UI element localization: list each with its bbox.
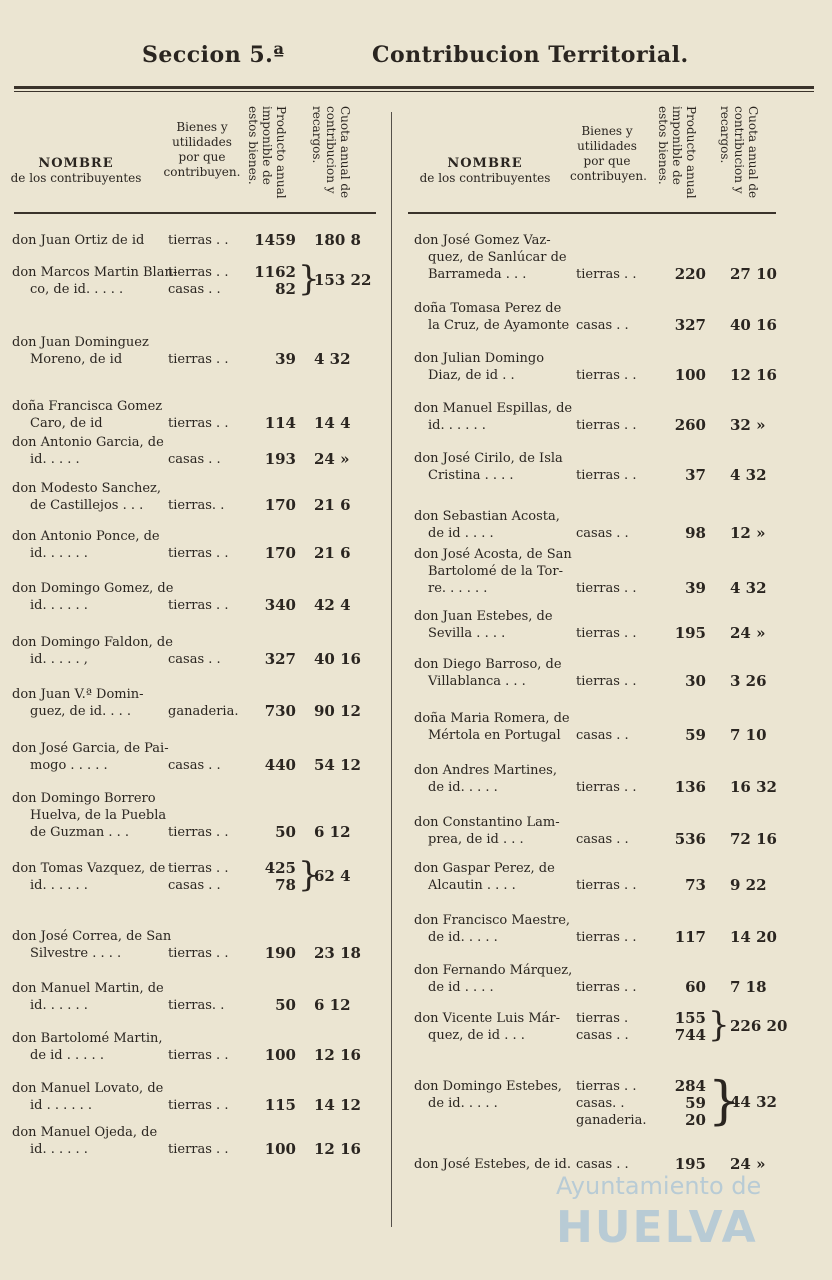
contributor-name: don Marcos Martin Blan- [12,265,178,280]
bienes-value: tierras . . [168,265,229,280]
contributor-name: id. . . . . . [30,998,88,1013]
cuota-value: 21 6 [314,496,351,514]
contributor-name: don José Garcia, de Pai- [12,741,169,756]
cuota-value: 16 32 [730,778,777,796]
cuota-value: 12 16 [314,1046,361,1064]
contributor-name: de id . . . . [428,980,494,995]
cuota-value: 9 22 [730,876,767,894]
bienes-value: tierras . . [576,1079,637,1094]
contributor-name: de id . . . . . [30,1048,104,1063]
cuota-value: 4 32 [730,466,767,484]
contributor-name: don Constantino Lam- [414,815,560,830]
contributor-name: id. . . . . , [30,652,88,667]
producto-value: 1459 [254,231,296,249]
contributor-name: don José Cirilo, de Isla [414,451,563,466]
contributor-name: don Bartolomé Martin, [12,1031,163,1046]
contributor-name: re. . . . . . [428,581,488,596]
bienes-value: casas . . [576,832,629,847]
producto-value: 536 [674,830,706,848]
bienes-value: casas . . [576,1157,629,1172]
contributor-name: la Cruz, de Ayamonte [428,318,570,333]
contributor-name: quez, de Sanlúcar de [428,250,567,265]
left-header-producto: Producto anual imponible de estos bienes. [246,106,288,199]
producto-value: 30 [685,672,706,690]
contributor-name: don Fernando Márquez, [414,963,573,978]
producto-value: 327 [264,650,296,668]
bienes-value: tierras . . [576,368,637,383]
producto-value: 60 [685,978,706,996]
watermark-city: HUELVA [556,1202,758,1253]
cuota-value: 44 32 [730,1093,777,1111]
contributor-name: Caro, de id [30,416,103,431]
contributor-name: Sevilla . . . . [428,626,506,641]
contributor-name: don Juan Ortiz de id [12,233,145,248]
cuota-value: 14 12 [314,1096,361,1114]
bienes-value: tierras . . [576,674,637,689]
contributor-name: de id. . . . . [428,930,498,945]
contributor-name: don Antonio Garcia, de [12,435,164,450]
bienes-value: casas. . [576,1096,625,1111]
bienes-value: tierras . . [168,352,229,367]
contributor-name: Moreno, de id [30,352,123,367]
producto-value: 170 [264,544,296,562]
contributor-name: don Manuel Lovato, de [12,1081,164,1096]
right-header-nombre: NOMBRE de los contribuyentes [419,156,551,185]
contributor-name: don José Acosta, de San [414,547,572,562]
producto-value: 37 [685,466,706,484]
contributor-name: don Domingo Estebes, [414,1079,562,1094]
cuota-value: 42 4 [314,596,351,614]
bienes-value: casas . . [168,282,221,297]
contributor-name: mogo . . . . . [30,758,108,773]
cuota-value: 180 8 [314,231,361,249]
contributor-name: don Manuel Espillas, de [414,401,573,416]
right-header-producto: Producto anual imponible de estos bienes. [656,106,698,199]
bienes-value: casas . . [168,652,221,667]
contributor-name: don Juan Dominguez [12,335,149,350]
producto-value: 190 [264,944,296,962]
producto-value: 59 [685,1094,706,1112]
cuota-value: 32 » [730,416,766,434]
bienes-value: tierras . . [168,416,229,431]
producto-value: 327 [674,316,706,334]
bienes-value: casas . . [168,758,221,773]
cuota-value: 54 12 [314,756,361,774]
contributor-name: don Manuel Martin, de [12,981,164,996]
contributor-name: Alcautin . . . . [428,878,516,893]
contributor-name: doña Francisca Gomez [12,399,163,414]
producto-value: 744 [674,1026,706,1044]
bienes-value: tierras . . [168,546,229,561]
contributor-name: de Guzman . . . [30,825,129,840]
producto-value: 100 [264,1140,296,1158]
cuota-value: 72 16 [730,830,777,848]
contributor-name: don Domingo Faldon, de [12,635,173,650]
cuota-value: 23 18 [314,944,361,962]
producto-value: 73 [685,876,706,894]
producto-value: 170 [264,496,296,514]
contributor-name: id. . . . . [30,452,80,467]
cuota-value: 40 16 [730,316,777,334]
bienes-value: tierras . . [576,418,637,433]
cuota-value: 14 4 [314,414,351,432]
contributor-name: don Sebastian Acosta, [414,509,560,524]
contributor-name: don José Gomez Vaz- [414,233,551,248]
right-header-rule [408,212,776,214]
bienes-value: casas . . [576,728,629,743]
header-rule-thin [14,91,814,92]
contributor-name: don Modesto Sanchez, [12,481,162,496]
header-rule [14,86,814,89]
cuota-value: 6 12 [314,996,351,1014]
bienes-value: tierras . . [168,598,229,613]
cuota-value: 12 16 [730,366,777,384]
producto-value: 114 [264,414,296,432]
producto-value: 98 [685,524,706,542]
cuota-value: 6 12 [314,823,351,841]
contributor-name: prea, de id . . . [428,832,524,847]
contributor-name: Huelva, de la Puebla [30,808,167,823]
contributor-name: don José Estebes, de id. [414,1157,571,1172]
column-divider [391,112,392,1227]
contributor-name: doña Tomasa Perez de [414,301,562,316]
producto-value: 136 [674,778,706,796]
cuota-value: 4 32 [314,350,351,368]
cuota-value: 24 » [730,1155,766,1173]
producto-value: 39 [275,350,296,368]
watermark-text: Ayuntamiento de [556,1172,762,1200]
bienes-value: tierras . [576,1011,629,1026]
section-heading: Seccion 5.ª [142,42,285,68]
contributor-name: don Juan Estebes, de [414,609,553,624]
left-header-nombre: NOMBRE de los contribuyentes [10,156,142,185]
contributor-name: don Gaspar Perez, de [414,861,555,876]
contributor-name: Silvestre . . . . [30,946,122,961]
cuota-value: 40 16 [314,650,361,668]
cuota-value: 153 22 [314,271,372,289]
cuota-value: 7 18 [730,978,767,996]
contributor-name: id . . . . . . [30,1098,93,1113]
bienes-value: tierras . . [576,626,637,641]
contributor-name: don Domingo Gomez, de [12,581,174,596]
bienes-value: tierras . . [168,1142,229,1157]
contributor-name: don Andres Martines, [414,763,557,778]
producto-value: 425 [264,859,296,877]
contributor-name: quez, de id . . . [428,1028,525,1043]
producto-value: 82 [275,280,296,298]
cuota-value: 3 26 [730,672,767,690]
bienes-value: tierras . . [168,233,229,248]
bienes-value: casas . . [168,878,221,893]
bienes-value: tierras . . [576,581,637,596]
contributor-name: id. . . . . . [30,1142,88,1157]
cuota-value: 90 12 [314,702,361,720]
bienes-value: tierras . . [576,930,637,945]
bienes-value: casas . . [576,318,629,333]
contributor-name: doña Maria Romera, de [414,711,570,726]
contributor-name: don Tomas Vazquez, de [12,861,166,876]
contributor-name: don Manuel Ojeda, de [12,1125,158,1140]
producto-value: 1162 [254,263,296,281]
bienes-value: tierras. . [168,498,225,513]
cuota-value: 12 16 [314,1140,361,1158]
brace-icon: } [708,1005,730,1045]
bienes-value: tierras . . [168,825,229,840]
left-header-rule [14,212,376,214]
contributor-name: Cristina . . . . [428,468,514,483]
producto-value: 39 [685,579,706,597]
bienes-value: ganaderia. [168,704,239,719]
contributor-name: Bartolomé de la Tor- [428,564,563,579]
producto-value: 20 [685,1111,706,1129]
bienes-value: tierras . . [168,1048,229,1063]
contributor-name: guez, de id. . . . [30,704,132,719]
bienes-value: ganaderia. [576,1113,647,1128]
contributor-name: don Domingo Borrero [12,791,156,806]
producto-value: 195 [674,1155,706,1173]
bienes-value: tierras . . [576,980,637,995]
cuota-value: 27 10 [730,265,777,283]
producto-value: 193 [264,450,296,468]
contributor-name: id. . . . . . [30,598,88,613]
producto-value: 220 [674,265,706,283]
contributor-name: Villablanca . . . [428,674,526,689]
contributor-name: don José Correa, de San [12,929,172,944]
contributor-name: don Juan V.ª Domin- [12,687,144,702]
bienes-value: tierras . . [576,780,637,795]
producto-value: 117 [674,928,706,946]
bienes-value: tierras . . [168,861,229,876]
page-title: Contribucion Territorial. [372,42,689,68]
producto-value: 340 [264,596,296,614]
brace-icon: } [298,855,320,895]
contributor-name: co, de id. . . . . [30,282,124,297]
contributor-name: don Diego Barroso, de [414,657,562,672]
producto-value: 284 [674,1077,706,1095]
bienes-value: tierras . . [576,267,637,282]
producto-value: 100 [264,1046,296,1064]
cuota-value: 62 4 [314,867,351,885]
producto-value: 440 [264,756,296,774]
cuota-value: 12 » [730,524,766,542]
contributor-name: Mértola en Portugal [428,728,561,743]
bienes-value: tierras. . [168,998,225,1013]
bienes-value: casas . . [576,526,629,541]
contributor-name: don Vicente Luis Már- [414,1011,561,1026]
brace-icon: } [708,1072,741,1131]
cuota-value: 7 10 [730,726,767,744]
bienes-value: tierras . . [576,878,637,893]
right-header-cuota: Cuota anual de contribucion y recargos. [718,106,760,199]
producto-value: 59 [685,726,706,744]
bienes-value: tierras . . [168,1098,229,1113]
contributor-name: id. . . . . . [428,418,486,433]
producto-value: 155 [674,1009,706,1027]
contributor-name: id. . . . . . [30,546,88,561]
bienes-value: tierras . . [576,468,637,483]
contributor-name: de id. . . . . [428,1096,498,1111]
brace-icon: } [298,259,320,299]
cuota-value: 226 20 [730,1017,788,1035]
left-header-bienes: Bienes y utilidades por que contribuyen. [163,120,241,179]
right-header-bienes: Bienes y utilidades por que contribuyen. [570,124,647,183]
cuota-value: 24 » [314,450,350,468]
producto-value: 195 [674,624,706,642]
contributor-name: Diaz, de id . . [428,368,515,383]
contributor-name: de id. . . . . [428,780,498,795]
bienes-value: casas . . [168,452,221,467]
producto-value: 730 [264,702,296,720]
producto-value: 78 [275,876,296,894]
producto-value: 50 [275,823,296,841]
producto-value: 260 [674,416,706,434]
cuota-value: 24 » [730,624,766,642]
contributor-name: don Julian Domingo [414,351,545,366]
producto-value: 115 [264,1096,296,1114]
contributor-name: Barrameda . . . [428,267,527,282]
left-header-cuota: Cuota anual de contribucion y recargos. [310,106,352,199]
contributor-name: de id . . . . [428,526,494,541]
producto-value: 100 [674,366,706,384]
cuota-value: 4 32 [730,579,767,597]
bienes-value: casas . . [576,1028,629,1043]
contributor-name: de Castillejos . . . [30,498,144,513]
producto-value: 50 [275,996,296,1014]
contributor-name: don Francisco Maestre, [414,913,571,928]
contributor-name: id. . . . . . [30,878,88,893]
bienes-value: tierras . . [168,946,229,961]
cuota-value: 21 6 [314,544,351,562]
contributor-name: don Antonio Ponce, de [12,529,160,544]
cuota-value: 14 20 [730,928,777,946]
